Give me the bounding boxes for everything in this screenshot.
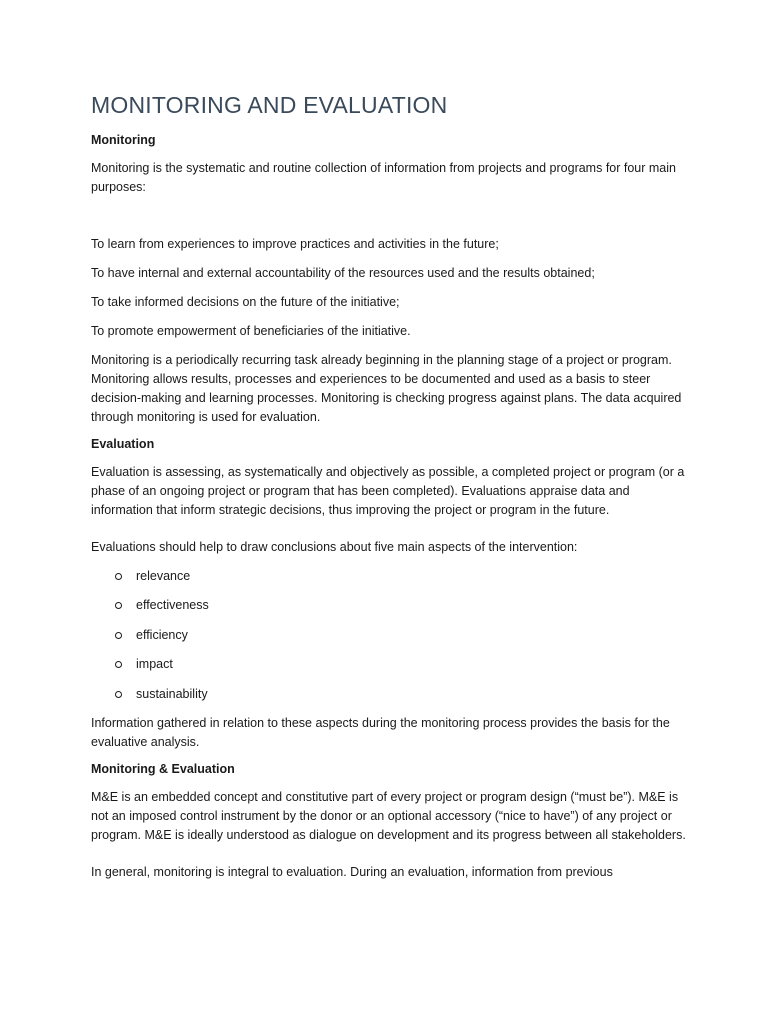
document-body — [91, 92, 691, 892]
monitoring-purpose: To have internal and external accountability of the resources used and the results obtained; — [91, 266, 595, 280]
bullet-circle-icon — [115, 661, 122, 668]
monitoring-purpose: To promote empowerment of beneficiaries of the initiative. — [91, 324, 411, 338]
bullet-circle-icon — [115, 602, 122, 609]
monitoring-purpose: To take informed decisions on the future of the initiative; — [91, 295, 400, 309]
monitoring-description: Monitoring is a periodically recurring task already beginning in the planning stage of a project or program. Monitoring allows results, processes and experiences to be documented and used as a basis to steer decision-making and learning processes. Monitoring is checking progress against plans. The data acquired through monitoring is used for evaluation. — [91, 353, 682, 424]
evaluation-heading: Evaluation — [91, 437, 155, 451]
me-paragraph: M&E is an embedded concept and constitutive part of every project or program design (“must be”). M&E is not an imposed control instrument by the donor or an optional accessory (“nice to have”) of any project or program. M&E is ideally understood as dialogue on development and its progress between all stakeholders. — [91, 789, 686, 842]
me-heading: Monitoring & Evaluation — [91, 761, 235, 776]
bullet-circle-icon — [115, 691, 122, 698]
page-title: MONITORING AND EVALUATION — [91, 92, 448, 118]
list-item — [115, 596, 691, 615]
aspect-label: relevance — [136, 569, 191, 583]
list-item — [115, 626, 691, 645]
monitoring-heading: Monitoring — [91, 133, 156, 147]
list-item — [115, 685, 691, 704]
bullet-circle-icon — [115, 632, 122, 639]
monitoring-intro: Monitoring is the systematic and routine collection of information from projects and programs for four main purposes: — [91, 161, 676, 194]
aspects-list — [115, 567, 691, 704]
monitoring-purpose: To learn from experiences to improve practices and activities in the future; — [91, 237, 499, 251]
evaluation-closing: Information gathered in relation to these aspects during the monitoring process provides the basis for the evaluative analysis. — [91, 715, 670, 749]
me-general: In general, monitoring is integral to evaluation. During an evaluation, information from previous — [91, 864, 613, 879]
aspect-label: impact — [136, 657, 173, 672]
bullet-circle-icon — [115, 573, 122, 580]
evaluation-definition: Evaluation is assessing, as systematically and objectively as possible, a completed project or program (or a phase of an ongoing project or program that has been completed). Evaluations appraise data and information that inform strategic decisions, thus improving the project or program in the future. — [91, 465, 685, 517]
list-item — [115, 655, 691, 674]
list-item — [115, 567, 691, 586]
evaluation-aspects-intro: Evaluations should help to draw conclusions about five main aspects of the intervention: — [91, 540, 578, 554]
aspect-label: efficiency — [136, 627, 188, 642]
aspect-label: effectiveness — [136, 598, 209, 613]
aspect-label: sustainability — [136, 686, 208, 701]
